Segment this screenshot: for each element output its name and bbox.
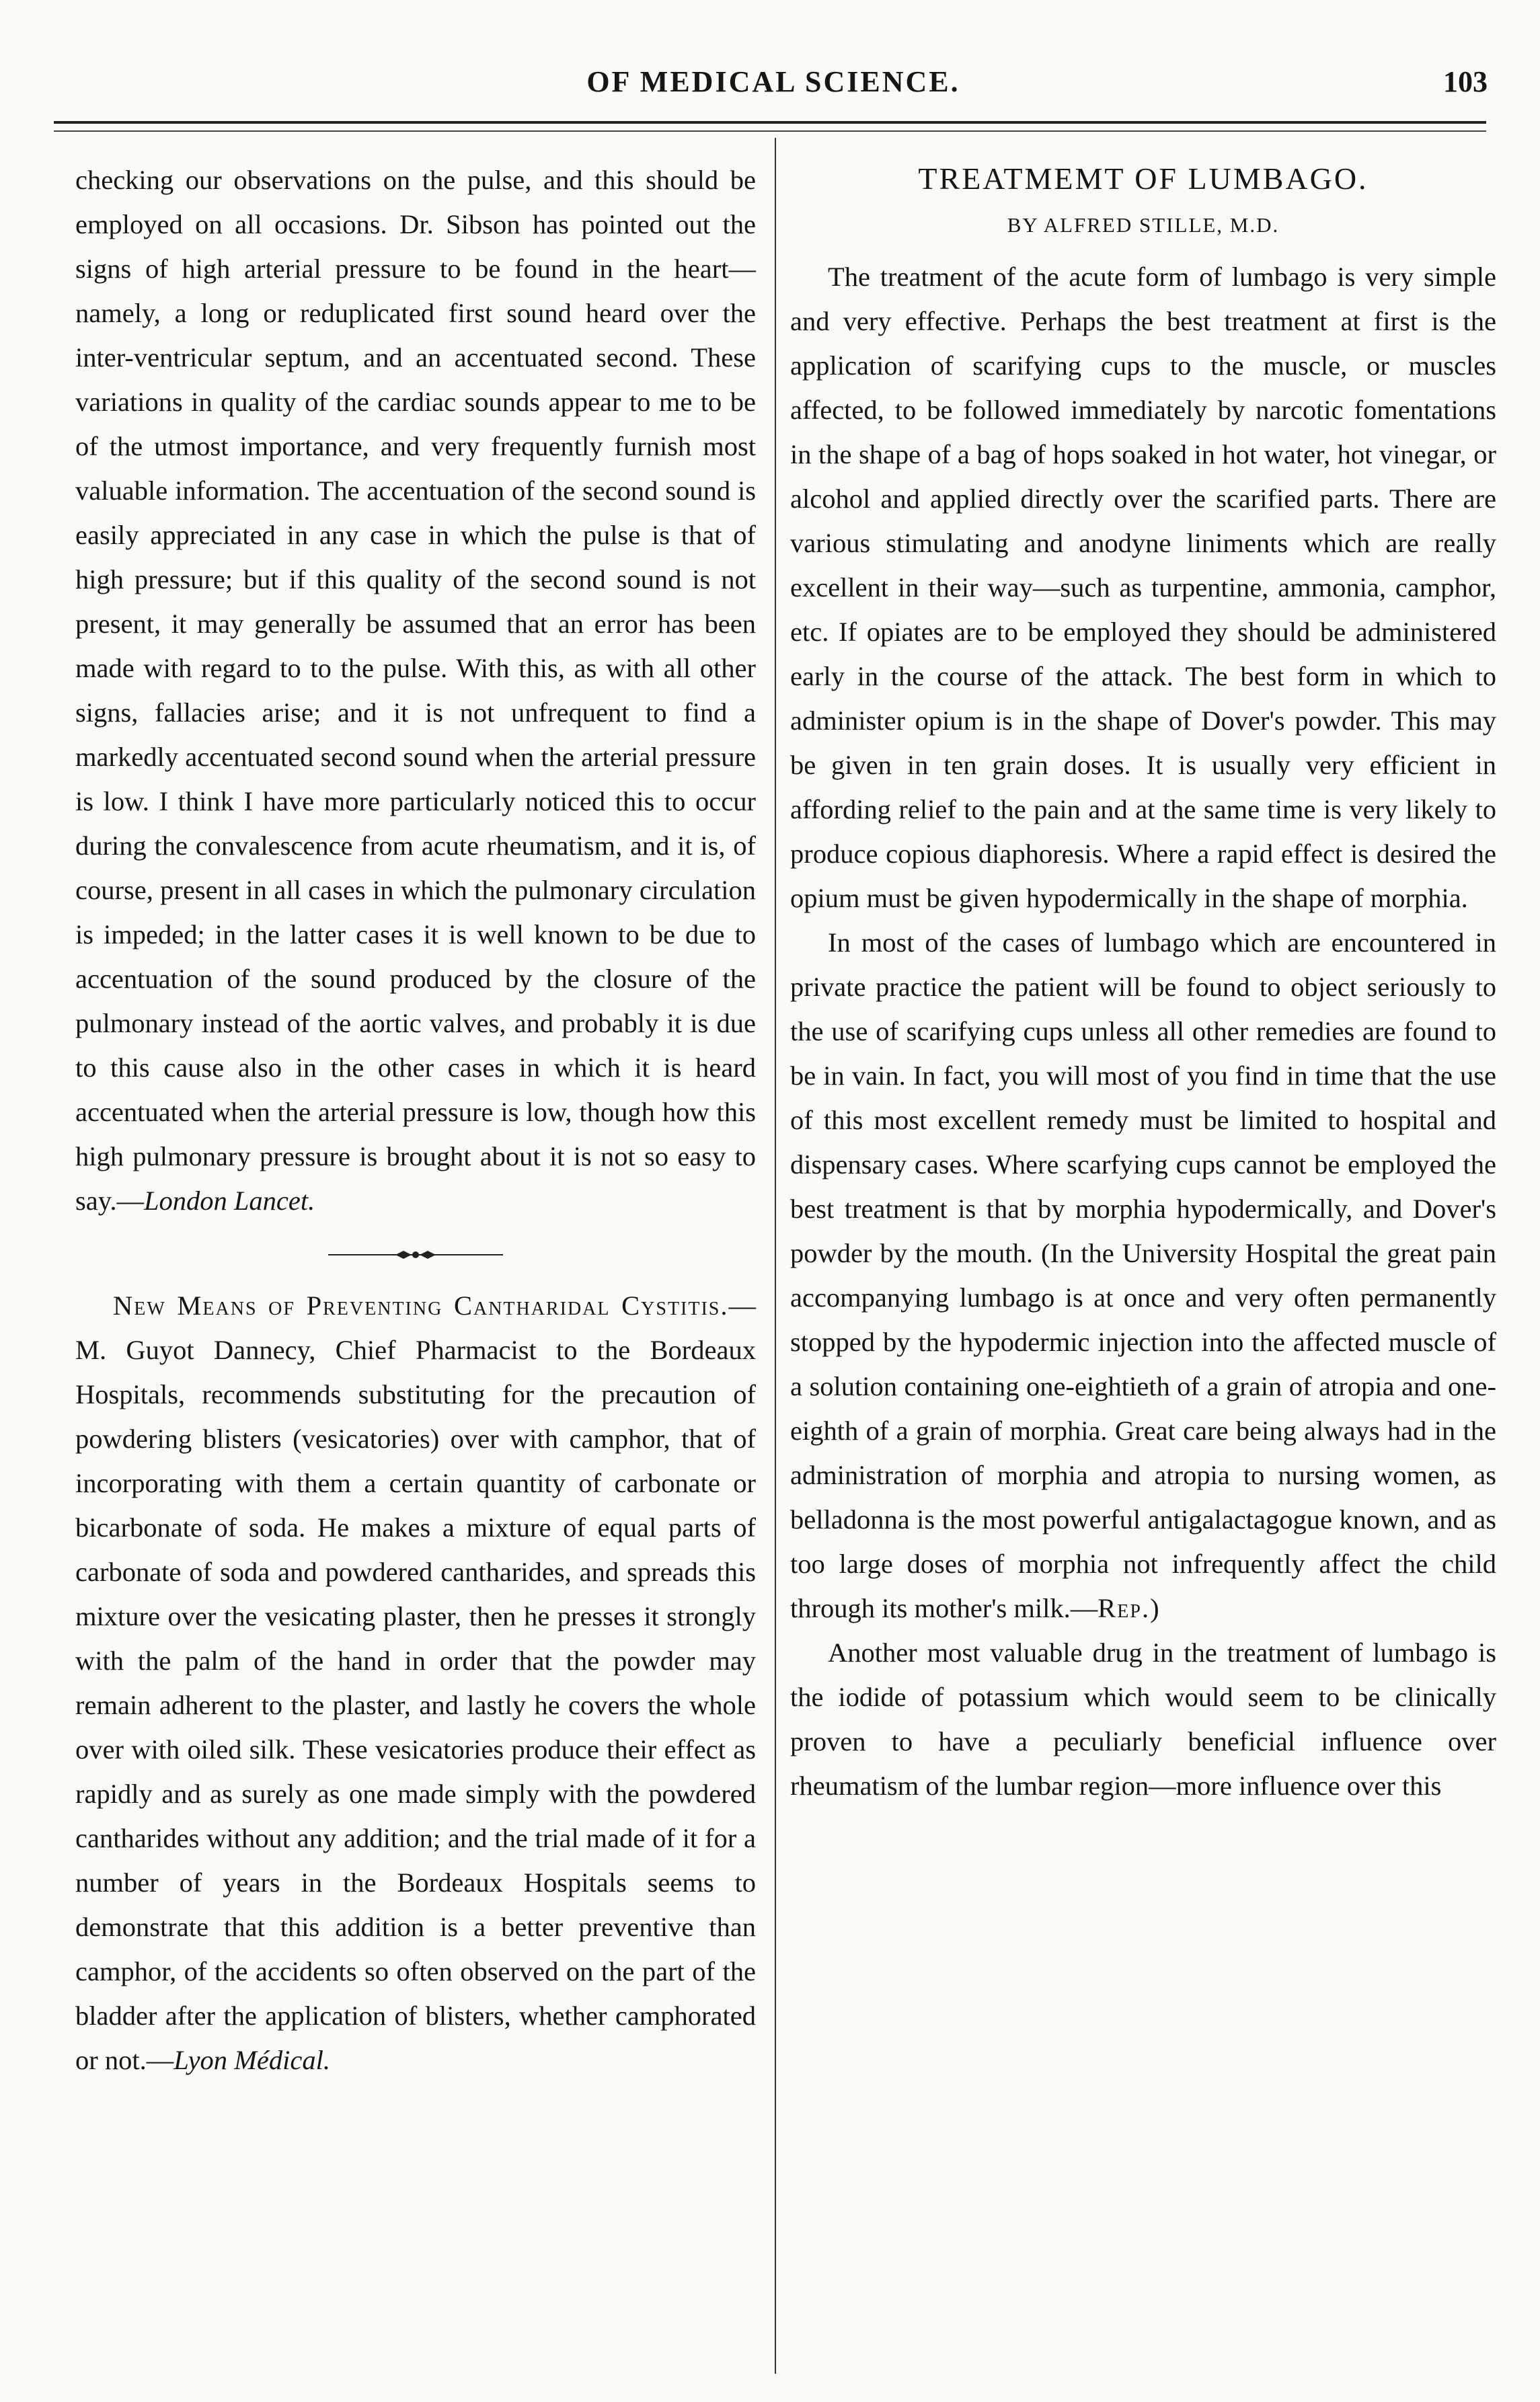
cantharidal-article	[75, 1284, 756, 2083]
cantharidal-heading: New Means of Preventing Cantharidal Cystitis.	[113, 1290, 729, 1321]
section-ornament	[328, 1250, 503, 1260]
left-column	[75, 158, 756, 2083]
pulse-paragraph	[75, 158, 756, 1223]
cantharidal-source: Lyon Médical.	[174, 2045, 330, 2075]
lumbago-paragraph-2-text: In most of the cases of lumbago which are encountered in private practice the patient will be found to object seriously to the use of scarifying cups unless all other remedies are found to be in vain. In fact, you will most of you find in time that the use of this most excellent remedy must be limited to hospital and dispensary cases. Where scarfying cups cannot be employed the best treatment is that by morphia hypodermically, and Dover's powder by the mouth. (In the University Hospital the great pain accompanying lumbago is at once and very often permanently stopped by the hypodermic injection into the affected muscle of a solution containing one-eightieth of a grain of atropia and one-eighth of a grain of morphia. Great care being always had in the administration of morphia and atropia to nursing women, as belladonna is the most powerful antigalactagogue known, and as too large doses of morphia not infrequently affect the child through its mother's milk.—	[790, 927, 1496, 1623]
header-rule	[54, 121, 1486, 124]
lumbago-paragraph-2-rep: Rep.	[1098, 1593, 1151, 1623]
column-divider	[775, 138, 776, 2374]
lumbago-paragraph-3: Another most valuable drug in the treatment of lumbago is the iodide of potassium which would seem to be clinically proven to have a peculiarly beneficial influence over rheumatism of the lumbar region—more influence over this	[790, 1637, 1496, 1801]
lumbago-paragraph-1: The treatment of the acute form of lumbago is very simple and very effective. Perhaps the best treatment at first is the application of scarifying cups to the muscle, or muscles affected, to be followed immediately by narcotic fomentations in the shape of a bag of hops soaked in hot water, hot vinegar, or alcohol and applied directly over the scarified parts. There are various stimulating and anodyne liniments which are really excellent in their way—such as turpentine, ammonia, camphor, etc. If opiates are to be employed they should be administered early in the course of the attack. The best form in which to administer opium is in the shape of Dover's powder. This may be given in ten grain doses. It is usually very efficient in affording relief to the pain and at the same time is very likely to produce copious diaphoresis. Where a rapid effect is desired the opium must be given hypodermically in the shape of morphia.	[790, 262, 1496, 913]
page-header	[54, 52, 1493, 106]
running-title: OF MEDICAL SCIENCE.	[586, 65, 960, 98]
page-number: 103	[1443, 65, 1488, 98]
right-column	[790, 158, 1496, 1808]
lumbago-title: TREATMEMT OF LUMBAGO.	[918, 161, 1369, 196]
pulse-paragraph-source: London Lancet.	[143, 1186, 315, 1216]
lumbago-paragraph-2-close: )	[1150, 1593, 1159, 1623]
lumbago-byline: BY ALFRED STILLE, M.D.	[1007, 213, 1280, 237]
header-rule-thin	[54, 130, 1486, 132]
lumbago-paragraph-2	[790, 921, 1496, 1631]
cantharidal-body: —M. Guyot Dannecy, Chief Pharmacist to the Bordeaux Hospitals, recommends substituting for the precaution of powdering blisters (vesicatories) over with camphor, that of incorporating with them a certain quantity of carbonate or bicarbonate of soda. He makes a mixture of equal parts of carbonate of soda and powdered cantharides, and spreads this mixture over the vesicating plaster, then he presses it strongly with the palm of the hand in order that the powder may remain adherent to the plaster, and lastly he covers the whole over with oiled silk. These vesicatories produce their effect as rapidly and as surely as one made simply with the powdered cantharides without any addition; and the trial made of it for a number of years in the Bordeaux Hospitals seems to demonstrate that this addition is a better preventive than camphor, of the accidents so often observed on the part of the bladder after the application of blisters, whether camphorated or not.—	[75, 1290, 756, 2075]
pulse-paragraph-text: checking our observations on the pulse, and this should be employed on all occasions. Dr. Sibson has pointed out the signs of high arterial pressure to be found in the heart—namely, a long or reduplicated first sound heard over the inter-ventricular septum, and an accentuated second. These variations in quality of the cardiac sounds appear to me to be of the utmost importance, and very frequently furnish most valuable information. The accentuation of the second sound is easily appreciated in any case in which the pulse is that of high pressure; but if this quality of the second sound is not present, it may generally be assumed that an error has been made with regard to to the pulse. With this, as with all other signs, fallacies arise; and it is not unfrequent to find a markedly accentuated second sound when the arterial pressure is low. I think I have more particularly noticed this to occur during the convalescence from acute rheumatism, and it is, of course, present in all cases in which the pulmonary circulation is impeded; in the latter cases it is well known to be due to accentuation of the sound produced by the closure of the pulmonary instead of the aortic valves, and probably it is due to this cause also in the other cases in which it is heard accentuated when the arterial pressure is low, though how this high pulmonary pressure is brought about it is not so easy to say.—	[75, 165, 756, 1216]
